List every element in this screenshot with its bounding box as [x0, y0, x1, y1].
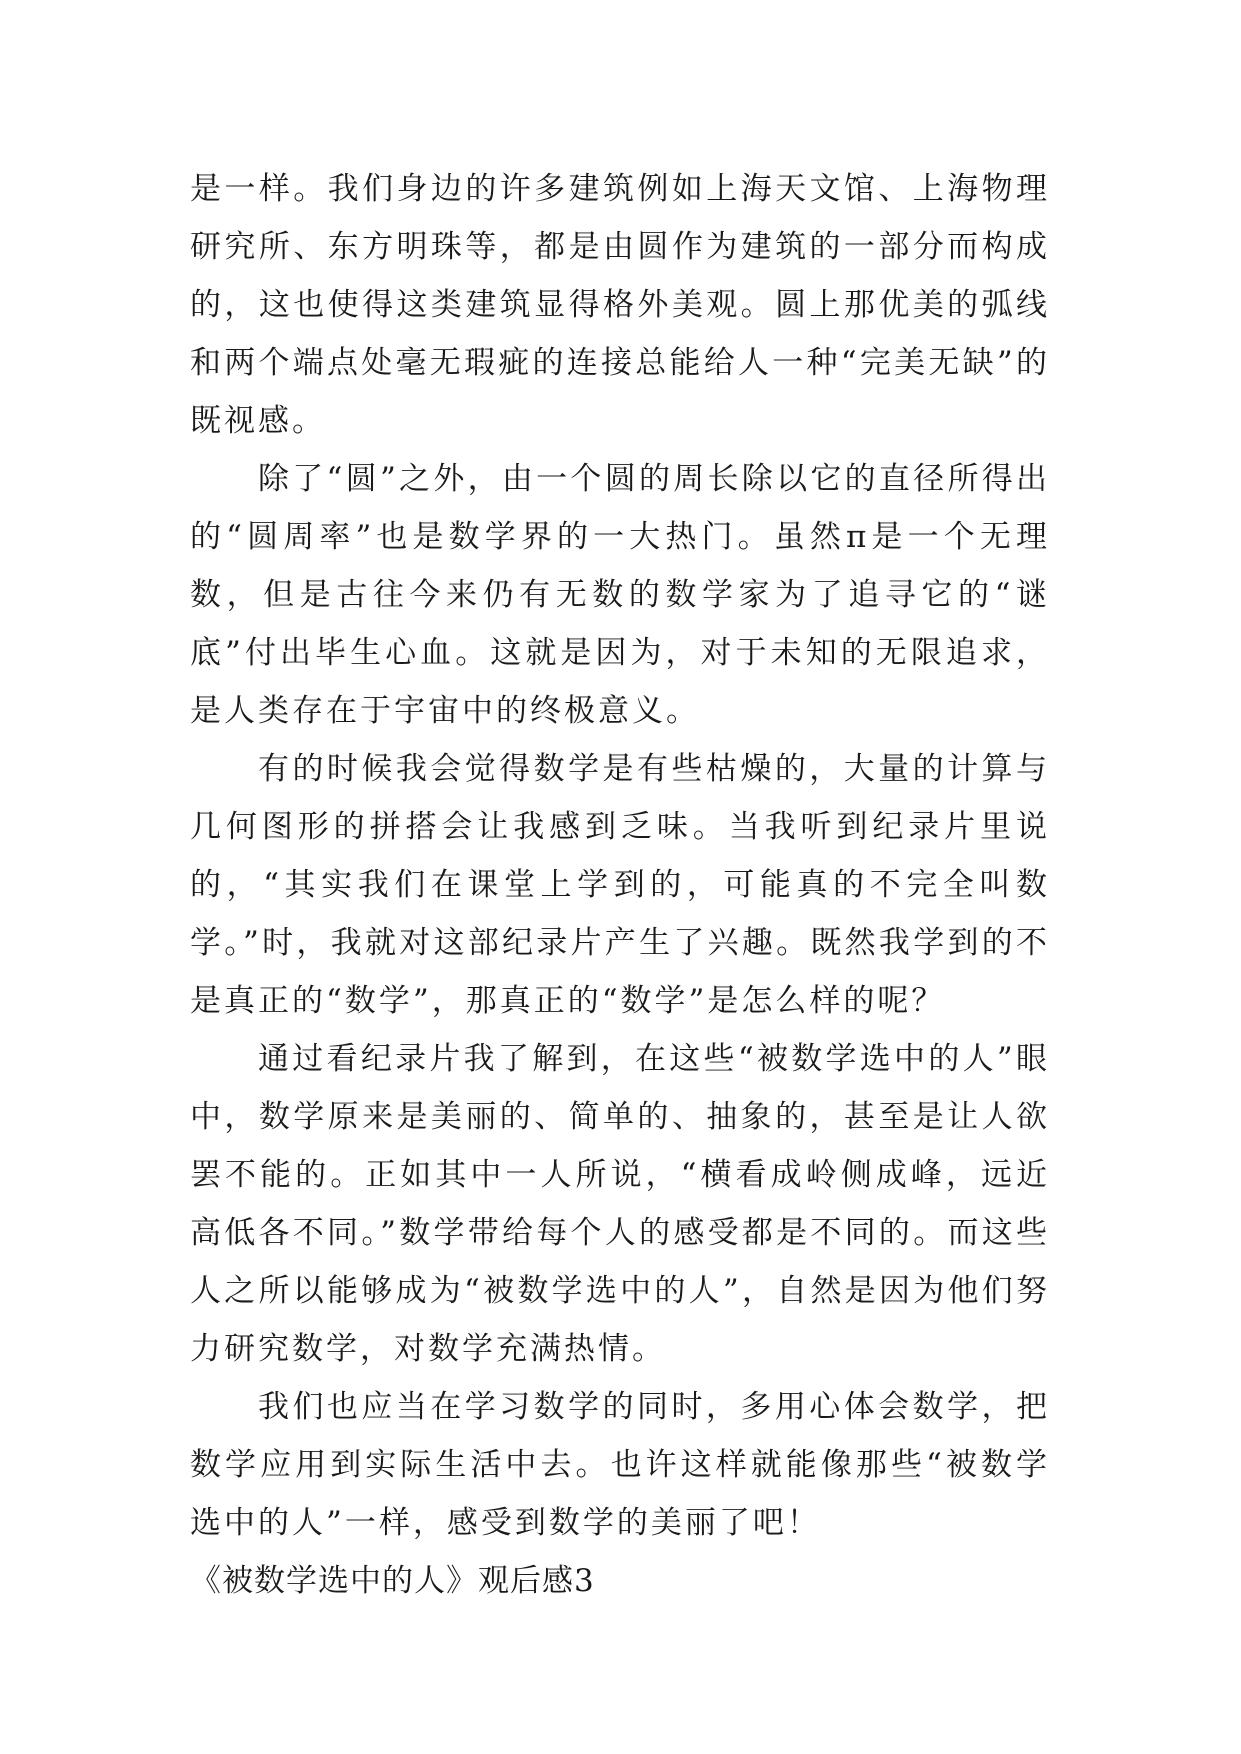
paragraph-chosen-people: 通过看纪录片我了解到，在这些“被数学选中的人”眼中，数学原来是美丽的、简单的、抽象的，甚至是让人欲罢不能的。正如其中一人所说，“横看成岭侧成峰，远近高低各不同。”数学带给每个人的感受都是不同的。而这些人之所以能够成为“被数学选中的人”，自然是因为他们努力研究数学，对数学充满热情。: [190, 1041, 1050, 1367]
section-heading: 《被数学选中的人》观后感3: [190, 1563, 595, 1599]
paragraph-buildings: 是一样。我们身边的许多建筑例如上海天文馆、上海物理研究所、东方明珠等，都是由圆作为建筑的一部分而构成的，这也使得这类建筑显得格外美观。圆上那优美的弧线和两个端点处毫无瑕疵的连接总能给人一种“完美无缺”的既视感。: [190, 171, 1050, 439]
paragraph-documentary-interest: 有的时候我会觉得数学是有些枯燥的，大量的计算与几何图形的拼搭会让我感到乏味。当我听到纪录片里说的，“其实我们在课堂上学到的，可能真的不完全叫数学。”时，我就对这部纪录片产生了兴趣。既然我学到的不是真正的“数学”，那真正的“数学”是怎么样的呢？: [190, 751, 1050, 1019]
paragraph-conclusion: 我们也应当在学习数学的同时，多用心体会数学，把数学应用到实际生活中去。也许这样就能像那些“被数学选中的人”一样，感受到数学的美丽了吧！: [190, 1389, 1050, 1541]
document-body: [190, 160, 1050, 1610]
paragraph-pi: 除了“圆”之外，由一个圆的周长除以它的直径所得出的“圆周率”也是数学界的一大热门。虽然π是一个无理数，但是古往今来仍有无数的数学家为了追寻它的“谜底”付出毕生心血。这就是因为，对于未知的无限追求，是人类存在于宇宙中的终极意义。: [190, 461, 1050, 729]
